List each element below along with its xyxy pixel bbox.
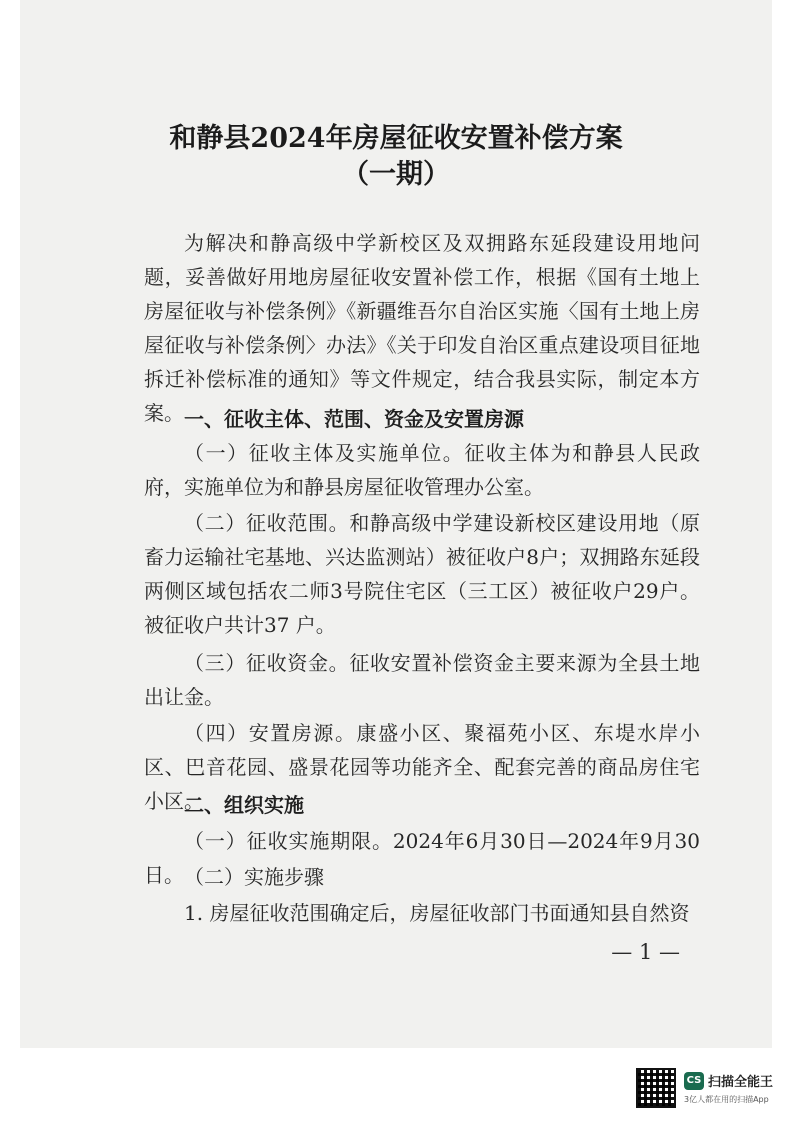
section-1-item-3: （三）征收资金。征收安置补偿资金主要来源为全县土地出让金。	[144, 651, 700, 709]
camscanner-logo-icon: CS	[684, 1072, 704, 1090]
scanner-brand: 扫描全能王	[708, 1075, 774, 1090]
section-1-item-1: （一）征收主体及实施单位。征收主体为和静县人民政府，实施单位为和静县房屋征收管理办公室。	[144, 441, 700, 499]
document-page	[20, 0, 772, 1048]
document-title: 和静县2024年房屋征收安置补偿方案	[169, 123, 623, 154]
document-subtitle: （一期）	[342, 159, 450, 190]
qr-code-icon	[636, 1068, 676, 1108]
scanner-tagline: 3亿人都在用的扫描App	[684, 1095, 769, 1104]
section-1-item-4: （四）安置房源。康盛小区、聚福苑小区、东堤水岸小区、巴音花园、盛景花园等功能齐全、配套完善的商品房住宅小区。	[144, 721, 700, 813]
section-2-heading: 二、组织实施	[184, 793, 304, 817]
page-number: — 1 —	[611, 940, 680, 964]
section-1-item-2: （二）征收范围。和静高级中学建设新校区建设用地（原畜力运输社宅基地、兴达监测站）被征收户8户；双拥路东延段两侧区域包括农二师3号院住宅区（三工区）被征收户29户。被征收户共计37 户。	[144, 511, 700, 637]
section-2-item-3: 1. 房屋征收范围确定后，房屋征收部门书面通知县自然资	[184, 901, 690, 925]
section-1-heading: 一、征收主体、范围、资金及安置房源	[184, 407, 524, 431]
intro-paragraph: 为解决和静高级中学新校区及双拥路东延段建设用地问题，妥善做好用地房屋征收安置补偿工作，根据《国有土地上房屋征收与补偿条例》《新疆维吾尔自治区实施〈国有土地上房屋征收与补偿条例〉办法》《关于印发自治区重点建设项目征地拆迁补偿标准的通知》等文件规定，结合我县实际，制定本方案。	[144, 231, 700, 425]
section-2-item-2: （二）实施步骤	[184, 865, 324, 889]
section-2-item-1: （一）征收实施期限。2024年6月30日—2024年9月30日。	[144, 829, 700, 887]
